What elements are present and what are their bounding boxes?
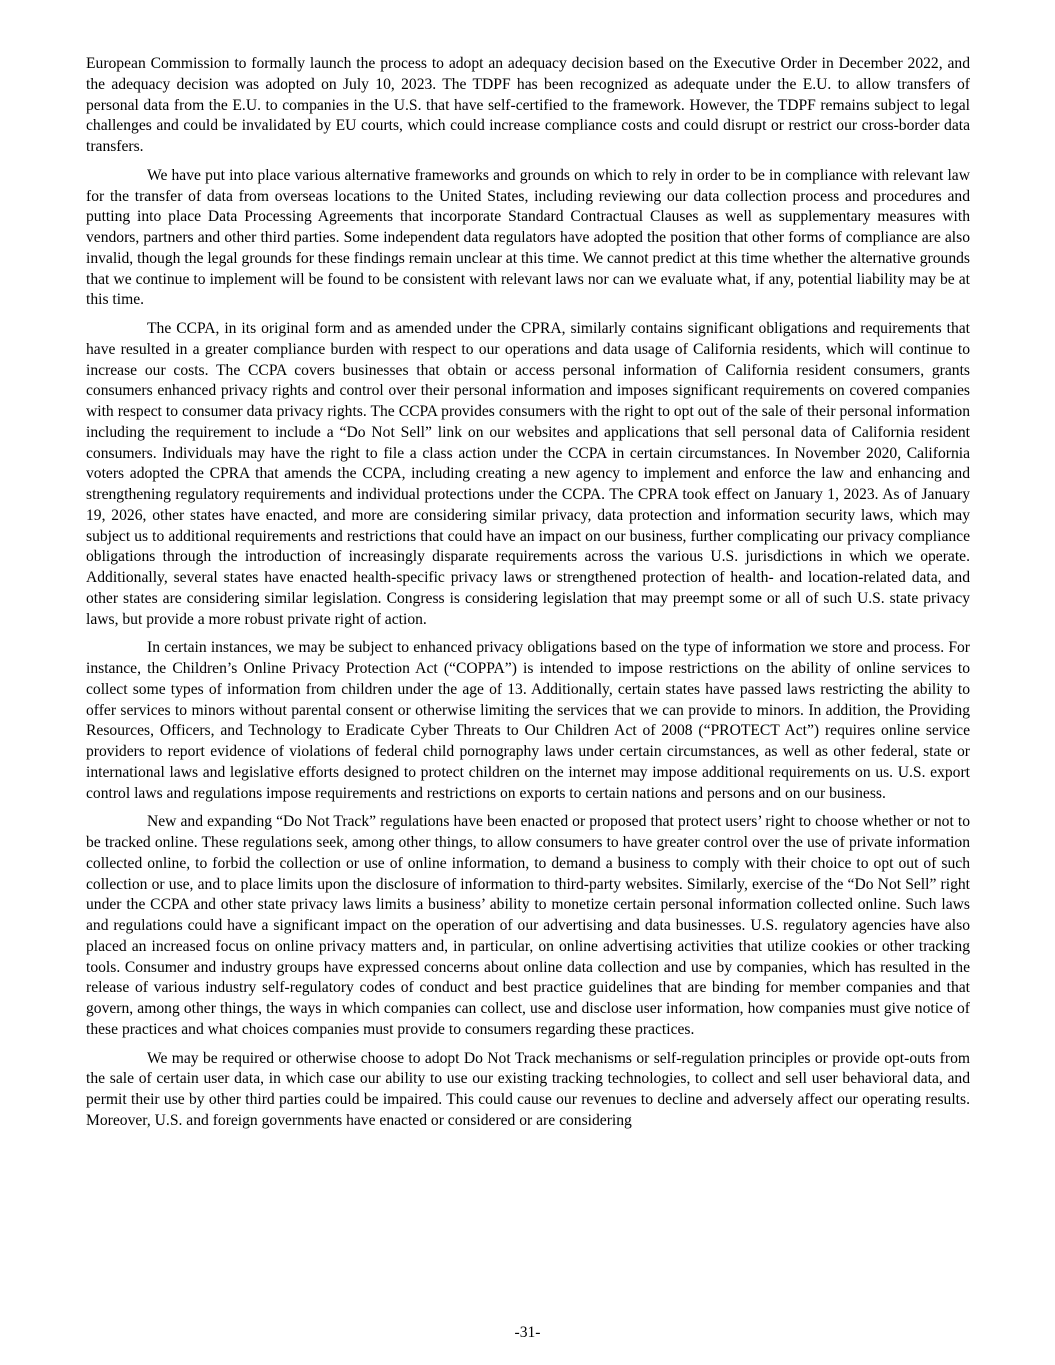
paragraph-eu-adequacy-decision: European Commission to formally launch the process to adopt an adequacy decision based on the Executive Order in December 2022, and the adequacy decision was adopted on July 10, 2023. The TDPF has been recognized as adequate under the E.U. to allow transfers of personal data from the E.U. to companies in the U.S. that have self-certified to the framework. However, the TDPF remains subject to legal challenges and could be invalidated by EU courts, which could increase compliance costs and could disrupt or restrict our cross-border data transfers. [86,55,970,155]
paragraph-do-not-track-mechanisms: We may be required or otherwise choose to adopt Do Not Track mechanisms or self-regulation principles or provide opt-outs from the sale of certain user data, in which case our ability to use our existing tracking technologies, to collect and sell user behavioral data, and permit their use by other third parties could be impaired. This could cause our revenues to decline and adversely affect our operating results. Moreover, U.S. and foreign governments have enacted or considered or are considering [86,1049,970,1129]
document-page [86,54,970,1140]
paragraph-enhanced-privacy-obligations: In certain instances, we may be subject to enhanced privacy obligations based on the type of information we store and process. For instance, the Children’s Online Privacy Protection Act (“COPPA”) is intended to impose restrictions on the ability of online services to collect some types of information from children under the age of 13. Additionally, certain states have passed laws restricting the ability to offer services to minors without parental consent or otherwise limiting the services that we can provide to minors. In addition, the Providing Resources, Officers, and Technology to Eradicate Cyber Threats to Our Children Act of 2008 (“PROTECT Act”) requires online service providers to report evidence of violations of federal child pornography laws under certain circumstances, as well as other federal, state or international laws and legislative efforts designed to protect children on the internet may impose additional requirements on us. U.S. export control laws and regulations impose requirements and restrictions on exports to certain nations and persons and on our business. [86,639,970,802]
paragraph-alternative-frameworks: We have put into place various alternative frameworks and grounds on which to rely in order to be in compliance with relevant law for the transfer of data from overseas locations to the United States, including reviewing our data collection process and procedures and putting into place Data Processing Agreements that incorporate Standard Contractual Clauses as well as supplementary measures with vendors, partners and other third parties. Some independent data regulators have adopted the position that other forms of compliance are also invalid, though the legal grounds for these findings remain unclear at this time. We cannot predict at this time whether the alternative grounds that we continue to implement will be found to be consistent with relevant laws nor can we evaluate what, if any, potential liability may be at this time. [86,166,970,309]
page-number: -31- [514,1324,541,1341]
paragraph-ccpa-cpra: The CCPA, in its original form and as amended under the CPRA, similarly contains significant obligations and requirements that have resulted in a greater compliance burden with respect to our operations and data usage of California residents, which will continue to increase our costs. The CCPA covers businesses that obtain or access personal information of California resident consumers, grants consumers enhanced privacy rights and control over their personal information and imposes significant requirements on covered companies with respect to consumer data privacy rights. The CCPA provides consumers with the right to opt out of the sale of their personal information including the requirement to include a “Do Not Sell” link on our websites and applications that sell personal data of California resident consumers. Individuals may have the right to file a class action under the CCPA in certain circumstances. In November 2020, California voters adopted the CPRA that amends the CCPA, including creating a new agency to implement and enforce the law and enhancing and strengthening regulatory requirements and individual protections under the CCPA. The CPRA took effect on January 1, 2023. As of January 19, 2026, other states have enacted, and more are considering similar privacy, data protection and information security laws, which may subject us to additional requirements and restrictions that could have an impact on our business, further complicating our privacy compliance obligations through the introduction of increasingly disparate requirements across the various U.S. jurisdictions in which we operate. Additionally, several states have enacted health-specific privacy laws or strengthened protection of health- and location-related data, and other states are considering similar legislation. Congress is considering legislation that may preempt some or all of such U.S. state privacy laws, but provide a more robust private right of action. [86,320,970,628]
paragraph-do-not-track-regulations: New and expanding “Do Not Track” regulations have been enacted or proposed that protect users’ right to choose whether or not to be tracked online. These regulations seek, among other things, to allow consumers to have greater control over the use of private information collected online, to forbid the collection or use of online information, to demand a business to comply with their choice to opt out of such collection or use, and to place limits upon the disclosure of information to third-party websites. Similarly, exercise of the “Do Not Sell” right under the CCPA and other state privacy laws limits a business’ ability to monetize certain personal information collected online. Such laws and regulations could have a significant impact on the operation of our advertising and data businesses. U.S. regulatory agencies have also placed an increased focus on online privacy matters and, in particular, on online advertising activities that utilize cookies or other tracking tools. Consumer and industry groups have expressed concerns about online data collection and use by companies, which has resulted in the release of various industry self-regulatory codes of conduct and best practice guidelines that are binding for member companies and that govern, among other things, the ways in which companies can collect, use and disclose user information, how companies must give notice of these practices and what choices companies must provide to consumers regarding these practices. [86,813,970,1038]
